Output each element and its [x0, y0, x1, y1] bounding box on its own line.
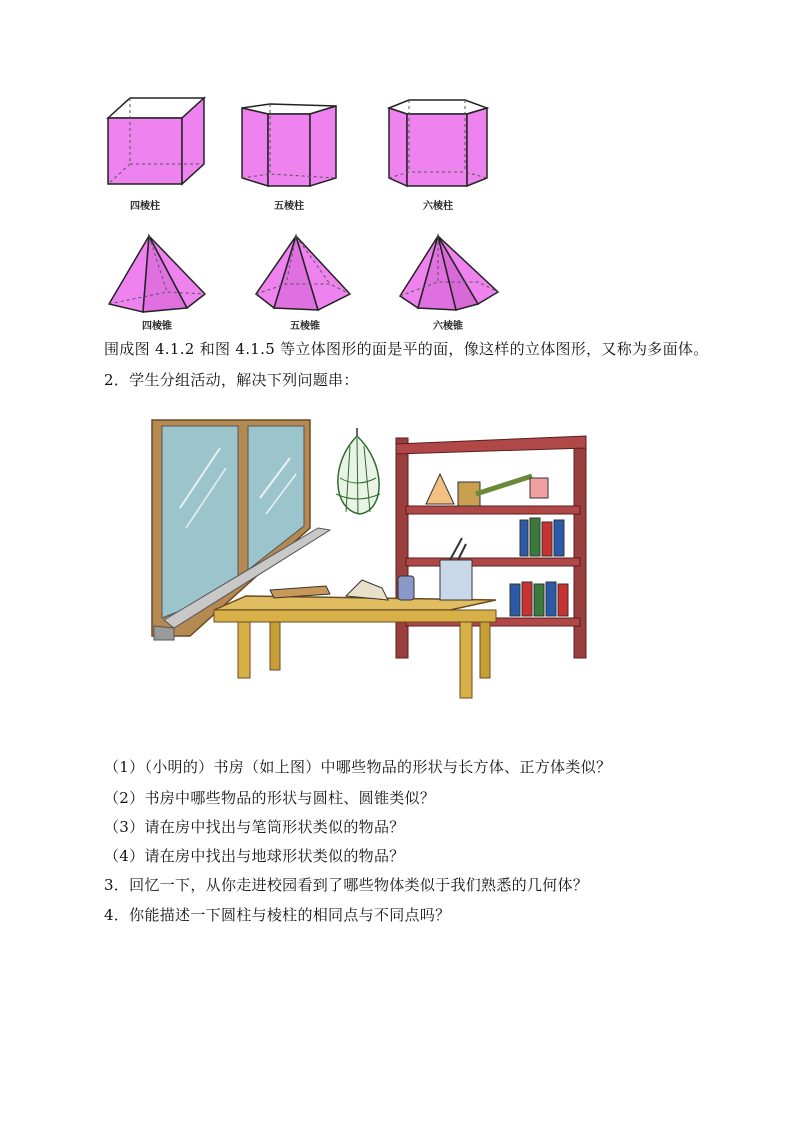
question-4: （4）请在房中找出与地球形状类似的物品？ — [104, 847, 405, 865]
quadrangular-pyramid-figure — [107, 234, 207, 314]
item-4: 4．你能描述一下圆柱与棱柱的相同点与不同点吗？ — [104, 906, 451, 924]
question-1: （1）（小明的）书房（如上图）中哪些物品的形状与长方体、正方体类似？ — [104, 758, 612, 776]
intro-paragraph: 围成图 4.1.2 和图 4.1.5 等立体图形的面是平的面，像这样的立体图形，又称为多面体。 — [104, 340, 709, 358]
prism-caption-4: 四棱柱 — [130, 201, 160, 212]
question-3: （3）请在房中找出与笔筒形状类似的物品？ — [104, 818, 405, 836]
prism-caption-5: 五棱柱 — [274, 201, 304, 212]
hexagonal-pyramid-figure — [398, 234, 500, 312]
hexagonal-prism-figure — [387, 98, 489, 188]
prism-caption-6: 六棱柱 — [423, 201, 453, 212]
quadrangular-prism-figure — [104, 96, 206, 188]
item-3: 3．回忆一下，从你走进校园看到了哪些物体类似于我们熟悉的几何体？ — [104, 876, 589, 894]
pentagonal-pyramid-figure — [254, 234, 352, 312]
question-2: （2）书房中哪些物品的形状与圆柱、圆锥类似？ — [104, 789, 436, 807]
pyramid-caption-5: 五棱锥 — [290, 321, 320, 332]
study-room-illustration — [150, 418, 600, 708]
pyramid-caption-6: 六棱锥 — [433, 321, 463, 332]
pentagonal-prism-figure — [240, 102, 338, 188]
item-2: 2．学生分组活动，解决下列问题串： — [104, 371, 359, 389]
pyramid-caption-4: 四棱锥 — [142, 321, 172, 332]
